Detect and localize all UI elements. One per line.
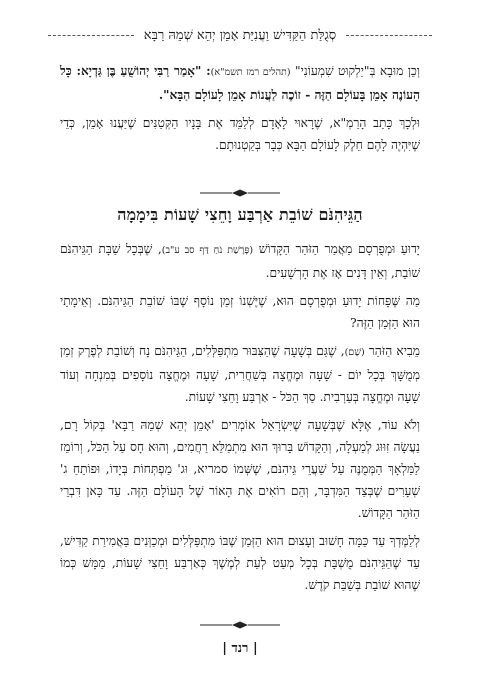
section-paragraph-4: וְלֹא עוֹד, אֶלָּא שֶׁבְּשָׁעָה שֶׁיִּשְׂרָאֵל אוֹמְרִים 'אָמֵן יְהֵא שְׁמֵהּ רַבָּא' בְּקוֹל רָם, נַעֲשָׂה זִוּוּג לְמַעְלָה, וְהַקָּדוֹשׁ בָּרוּךְ הוּא מִתְמַלֵּא רַחֲמִים, וְהוּא חָס עַל הַכֹּל, וְרוֹמֵז לַמַּלְאָךְ הַמְּמֻנֶּה עַל שַׁעֲרֵי גֵּיהִנֹּם, שֶׁשְּׁמוֹ סמריא, וּג' מַפְתְּחוֹת בְּיָדוֹ, וּפוֹתֵחַ ג' שְׁעָרִים שֶׁבְּצַד הַמִּדְבָּר, וְהֵם רוֹאִים אֶת הָאוֹר שֶׁל הָעוֹלָם הַזֶּה. עַד כָּאן דִּבְרֵי הַזֹּהַר הַקָּדוֹשׁ. [60, 418, 420, 520]
running-title: סְגֻלַּת הַקַּדִּישׁ וַעֲנִיַּת אָמֵן יְהֵא שְׁמֵהּ רַבָּא [143, 28, 337, 43]
section-p3-b: , שֶׁגַּם בְּשָׁעָה שֶׁהַצִּבּוּר מִתְפַּלְּלִים, הַגֵּיהִנֹּם נָח וְשׁוֹבֵת לְפֶרֶק זְמַן מְמֻשָּׁךְ בְּכָל יוֹם - שָׁעָה וּמֶחֱצָה בְּשַׁחֲרִית, שָׁעָה וּמֶחֱצָה נוֹסָפִים בְּמִנְחָה וְעוֹד שָׁעָה וּמֶחֱצָה בְּעַרְבִית. סַךְ הַכֹּל - אַרְבַּע וָחֵצִי שָׁעוֹת. [60, 344, 420, 404]
intro-p1-main: וְכֵן מוּבָא בְּ"יַלְקוּט שִׁמְעוֹנִי" [290, 64, 420, 78]
ornament-divider-bottom [0, 620, 480, 630]
ornament-icon [198, 620, 282, 630]
section-paragraph-2: מַה שֶּׁפָּחוֹת יָדוּעַ וּמְפֻרְסָם הוּא, שֶׁיֶּשְׁנוֹ זְמַן נוֹסָף שֶׁבּוֹ שׁוֹבֵת הַגֵּיהִנֹּם. וְאֵימָתַי הוּא הַזְּמַן הַזֶּה? [60, 294, 420, 330]
intro-paragraph-2: וּלְכָךְ כָּתַב הָרַמְ"א, שֶׁרָאוּי לָאָדָם לְלַמֵּד אֶת בָּנָיו הַקְּטַנִּים שֶׁיַּעֲנוּ אָמֵן, כְּדֵי שֶׁיִּהְיֶה לָהֶם חֵלֶק לָעוֹלָם הַבָּא כְּבָר בְּקַטְנוּתָם. [60, 116, 420, 152]
ornament-divider-top [0, 188, 480, 198]
intro-text [60, 60, 420, 162]
section-p1-source: (פָּרָשַׁת נֹחַ דַּף סב ע"ב) [161, 245, 254, 256]
section-p3-source: (שָׁם) [344, 347, 365, 358]
intro-paragraph-1 [60, 60, 420, 106]
section-paragraph-3 [60, 340, 420, 408]
section-paragraph-1 [60, 238, 420, 284]
ornament-icon [198, 188, 282, 198]
section-title: הַגֵּיהִנֹּם שׁוֹבֵת אַרְבַּע וָחֵצִי שָׁעוֹת בִּימָמָה [117, 205, 363, 224]
section-text [60, 238, 420, 602]
intro-p1-source: (תהלים רמז תשמ"א) [210, 67, 291, 78]
section-paragraph-5: לְלַמֶּדְךָ עַד כַּמָּה חָשׁוּב וְעָצוּם הוּא הַזְּמַן שֶׁבּוֹ מִתְפַּלְּלִים וּמְכַוְּנִים בַּאֲמִירַת קַדִּישׁ, עַד שֶׁהַגֵּיהִנֹּם מֻשְׁבָּת בְּכָל מְעַט לְעֵת לְמֶשֶׁךְ כְּאַרְבַּע וָחֵצִי שָׁעוֹת, מַמָּשׁ כְּמוֹ שֶׁהוּא שׁוֹבֵת בְּשַׁבַּת קֹדֶשׁ. [60, 534, 420, 592]
page-number: | רנד | [222, 641, 258, 656]
header-rule-left [48, 35, 134, 36]
section-p1-b: , שֶׁבְּכָל שַׁבָּת הַגֵּיהִנֹּם שׁוֹבֵת, וְאֵין דָּנִים אָז אֶת הָרְשָׁעִים. [60, 242, 420, 280]
header-rule-right [346, 35, 432, 36]
intro-p1-quote-intro: : "אָמַר רַבִּי יְהוֹשֻׁעַ בֶּן גַּדְיָא: [71, 64, 211, 78]
section-p1-a: יָדוּעַ וּמְפֻרְסָם מַאֲמַר הַזֹּהַר הַקָּדוֹשׁ [253, 242, 420, 256]
intro-p1-quote: כָּל הָעוֹנֶה אָמֵן בָּעוֹלָם הַזֶּה - זוֹכֶה לַעֲנוֹת אָמֵן לָעוֹלָם הַבָּא". [60, 64, 420, 102]
section-p3-a: מֵבִיא הַזֹּהַר [364, 344, 420, 358]
running-header [48, 24, 432, 46]
